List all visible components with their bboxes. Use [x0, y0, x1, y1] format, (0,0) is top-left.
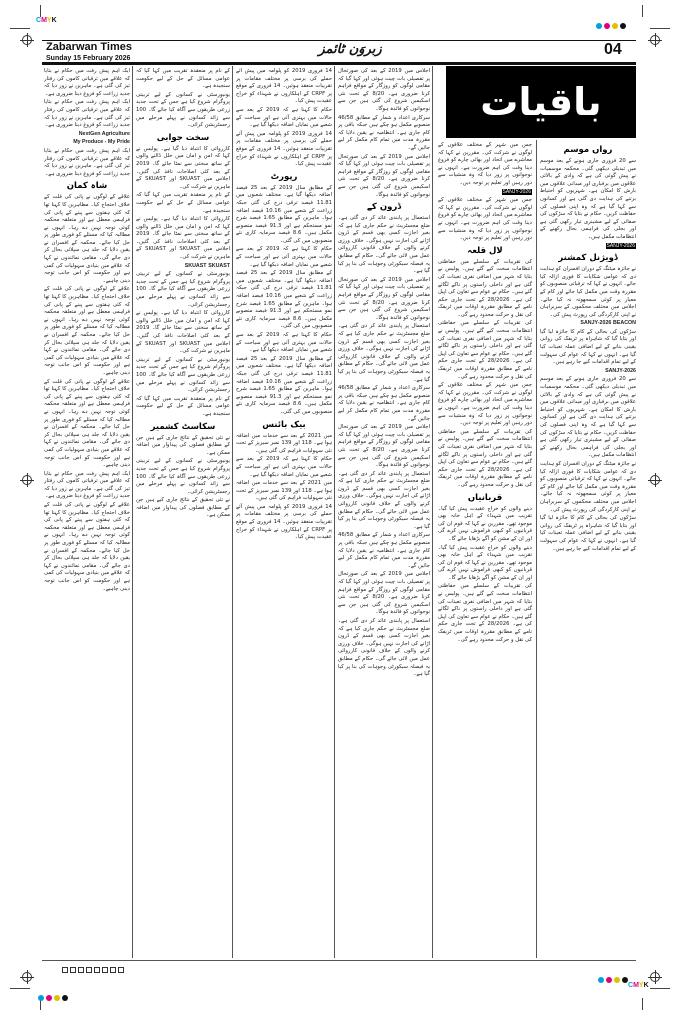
article-text: علاقے کے لوگوں نے پانی کی قلت کے خلاف احتجاج کیا۔ مظاہرین کا کہنا تھا کہ کئی ہفتوں سے پینے کے پانی کی فراہمی معطل ہے اور متعلقہ محکمہ کوئی توجہ نہیں دے رہا۔ انہوں نے مطالبہ کیا کہ مسئلے کو فوری طور پر حل کیا جائے۔ محکمہ کے افسران نے یقین دلایا کہ جلد ہی سپلائی بحال کر دی جائے گی۔ مقامی نمائندوں نے کہا کہ علاقے میں بنیادی سہولیات کی کمی ہے اور حکومت کو اس جانب توجہ دینی چاہیے۔ [44, 502, 130, 592]
crop-mark [650, 988, 670, 989]
headline-report: رپورٹ [270, 171, 298, 182]
article-text: استعمال پر پابندی عائد کر دی گئی ہے۔ ضلع مجسٹریٹ نے حکم جاری کیا ہے کہ بغیر اجازت کسی بھی قسم کے ڈرون اڑانے کی اجازت نہیں ہوگی۔ خلاف ورزی کرنے والوں کے خلاف قانونی کارروائی عمل میں لائی جائے گی۔ حکام کے مطابق یہ فیصلہ سیکورٹی وجوہات کی بنا پر کیا گیا ہے۔ [338, 617, 430, 678]
headline-drone: ڈرون کے [366, 202, 402, 213]
article-text: ایک اہم پیش رفت میں حکام نے بتایا کہ علاقے میں ترقیاتی کاموں کی رفتار تیز کی گئی ہے۔ ماہرین نے زور دیا کہ جدید زراعت کو فروغ دینا ضروری ہے۔ [44, 99, 130, 129]
article-text: استعمال پر پابندی عائد کر دی گئی ہے۔ ضلع مجسٹریٹ نے حکم جاری کیا ہے کہ بغیر اجازت کسی بھی قسم کے ڈرون اڑانے کی اجازت نہیں ہوگی۔ خلاف ورزی کرنے والوں کے خلاف قانونی کارروائی عمل میں لائی جائے گی۔ حکام کے مطابق یہ فیصلہ سیکورٹی وجوہات کی بنا پر کیا گیا ہے۔ [338, 215, 430, 275]
article-text: کے مطابق سال 2019 کے بعد 25 فیصد اضافہ دیکھا گیا ہے۔ مختلف شعبوں میں 11.81 فیصد ترقی درج کی گئی جبکہ زراعت کے شعبے میں 10.16 فیصد اضافہ ہوا۔ ماہرین کے مطابق 1.65 فیصد شرح نمو مستحکم ہے اور 91.3 فیصد منصوبے مکمل ہیں۔ 8.6 فیصد سرمایہ کاری نئے منصوبوں میں کی گئی۔ [236, 184, 332, 244]
article-text: یونیورسٹی نے کسانوں کے لیے تربیتی پروگرام شروع کیا ہے جس کے تحت جدید زرعی طریقوں سے آگاہ کیا جائے گا۔ 100 سے زائد کسانوں نے پہلے مرحلے میں رجسٹریشن کرائی۔ [136, 91, 230, 129]
column-6 [44, 68, 130, 958]
article-text: ایک اہم پیش رفت میں حکام نے بتایا کہ علاقے میں ترقیاتی کاموں کی رفتار تیز کی گئی ہے۔ ماہرین نے زور دیا کہ جدید زراعت کو فروغ دینا ضروری ہے۔ [44, 68, 130, 97]
crop-mark [650, 28, 670, 29]
article-text: سے 20 فروری جاری ہونے کے بعد موسم میں تبدیلی دیکھی گئی۔ محکمہ موسمیات نے پیش گوئی کی ہے کہ وادی کے بالائی علاقوں میں برفباری اور میدانی علاقوں میں بارش کا امکان ہے۔ شہریوں کو احتیاط برتنے کی ہدایت دی گئی ہے اور کسانوں سے کہا گیا ہے کہ وہ اپنی فصلوں کی حفاظت کریں۔ حکام نے بتایا کہ سڑکوں کی صفائی کے لیے مشینری تیار رکھی گئی ہے اور بجلی کی فراہمی بحال رکھنے کے انتظامات مکمل ہیں۔ [540, 376, 636, 459]
article-text: یونیورسٹی نے کسانوں کے لیے تربیتی پروگرام شروع کیا ہے جس کے تحت جدید زرعی طریقوں سے آگاہ کیا جائے گا۔ 100 سے زائد کسانوں نے پہلے مرحلے میں رجسٹریشن کرائی۔ [136, 271, 230, 308]
article-text: کے نام پر منعقدہ تقریب میں کہا گیا کہ عوامی مسائل کے حل کے لیے حکومت سنجیدہ ہے۔ [136, 395, 230, 417]
article-text: کی تقریبات کے سلسلے میں حفاظتی انتظامات سخت کیے گئے ہیں۔ پولیس نے بتایا کہ شہر میں اضافی نفری تعینات کی گئی ہے اور داخلی راستوں پر ناکے لگائے گئے ہیں۔ حکام نے عوام سے تعاون کی اپیل کی ہے۔ 28/2026 کے تحت جاری حکم نامے کے مطابق مقررہ اوقات میں ٹریفک کی نقل و حرکت محدود رہے گی۔ [438, 258, 532, 318]
article-text: سرکاری اعداد و شمار کے مطابق 46/58 منصوبے مکمل ہو چکے ہیں جبکہ باقی پر کام جاری ہے۔ انتظامیہ نے یقین دلایا کہ مقررہ مدت میں تمام کام مکمل کر لیے جائیں گے۔ [338, 385, 430, 422]
article-text: 14 فروری 2019 کو پلوامہ میں پیش آئے حملے کی برسی پر مختلف مقامات پر تقریبات منعقد ہوئیں۔ 14 فروری کے موقع پر CRPF کے اہلکاروں نے شہداء کو خراج عقیدت پیش کیا۔ [236, 68, 332, 105]
article-text: ایک اہم پیش رفت میں حکام نے بتایا کہ علاقے میں ترقیاتی کاموں کی رفتار تیز کی گئی ہے۔ ماہرین نے زور دیا کہ جدید زراعت کو فروغ دینا ضروری ہے۔ [44, 470, 130, 500]
column-divider [536, 140, 537, 958]
article-text: نے جائزہ میٹنگ کے دوران افسران کو ہدایت دی کہ عوامی شکایات کا فوری ازالہ کیا جائے۔ انہوں نے کہا کہ ترقیاتی منصوبوں کو مقررہ وقت میں مکمل کیا جائے اور کام کے معیار پر کوئی سمجھوتہ نہ کیا جائے۔ اجلاس میں مختلف محکموں کے سربراہان نے اپنی کارکردگی کی رپورٹ پیش کی۔ [540, 266, 636, 318]
article-text: کی تقریبات کے سلسلے میں حفاظتی انتظامات سخت کیے گئے ہیں۔ پولیس نے بتایا کہ شہر میں اضافی نفری تعینات کی گئی ہے اور داخلی راستوں پر ناکے لگائے گئے ہیں۔ حکام نے عوام سے تعاون کی اپیل کی ہے۔ 28/2026 کے تحت جاری حکم نامے کے مطابق مقررہ اوقات میں ٹریفک کی نقل و حرکت محدود رہے گی۔ [438, 428, 532, 488]
cmyk-label-top: CMYK [36, 17, 57, 24]
registration-mark-bottom-right [650, 972, 660, 982]
column-divider [334, 66, 335, 958]
header-rule [42, 62, 636, 65]
article-text: جس میں شہر کے مختلف علاقوں کے لوگوں نے شرکت کی۔ مقررین نے کہا کہ معاشرے میں اتحاد اور بھائی چارے کو فروغ دینا وقت کی اہم ضرورت ہے۔ انہوں نے نوجوانوں پر زور دیا کہ وہ منشیات سے دور رہیں اور تعلیم پر توجہ دیں۔ [438, 197, 532, 242]
registration-mark-top-right [650, 35, 660, 45]
page-number: 04 [604, 41, 622, 58]
headline-divisional-commissioner: ڈویژنل کمشنر [558, 253, 618, 264]
article-text: کارروائی کا انتباہ دیا گیا ہے۔ پولیس نے کہا کہ امن و امان میں خلل ڈالنے والوں کے ساتھ سختی سے نمٹا جائے گا۔ 2019 کے بعد کئی اصلاحات نافذ کی گئیں۔ اجلاس میں SKUAST اور SKUAST کے ماہرین نے شرکت کی۔ [136, 310, 230, 355]
tag-label: NextGen Agriculture [78, 130, 130, 137]
article-text: نے نئی تحقیق کے نتائج جاری کیے ہیں جن کے مطابق فصلوں کی پیداوار میں اضافہ ممکن ہے۔ [136, 497, 230, 519]
color-bar-bottom-right [598, 968, 630, 987]
column-5 [136, 68, 230, 958]
headline-skuast-kashmir: سکاسٹ کشمیر [150, 421, 216, 432]
color-bar-bottom-left [38, 986, 70, 1005]
article-text: اجلاس میں 2019 کے بعد کی صورتحال پر تفصیلی بات چیت ہوئی اور کہا گیا کہ مقامی لوگوں کو روزگار کے مواقع فراہم کرنا ضروری ہے۔ 8/20 کے تحت نئی اسکیمیں شروع کی گئی ہیں جن سے نوجوانوں کو فائدہ ہوگا۔ [338, 424, 430, 469]
article-text: سڑکوں کی بحالی کے کام کا جائزہ لیا گیا اور بتایا گیا کہ شاہراہ پر ٹریفک کی روانی یقینی بنانے کے لیے اضافی عملہ تعینات کیا گیا ہے۔ انہوں نے کہا کہ عوام کی سہولت کے لیے تمام اقدامات کیے جا رہے ہیں۔ [540, 328, 636, 366]
article-text: نے جائزہ میٹنگ کے دوران افسران کو ہدایت دی کہ عوامی شکایات کا فوری ازالہ کیا جائے۔ انہوں نے کہا کہ ترقیاتی منصوبوں کو مقررہ وقت میں مکمل کیا جائے اور کام کے معیار پر کوئی سمجھوتہ نہ کیا جائے۔ اجلاس میں مختلف محکموں کے سربراہان نے اپنی کارکردگی کی رپورٹ پیش کی۔ [540, 460, 636, 513]
article-text: کارروائی کا انتباہ دیا گیا ہے۔ پولیس نے کہا کہ امن و امان میں خلل ڈالنے والوں کے ساتھ سختی سے نمٹا جائے گا۔ 2019 کے بعد کئی اصلاحات نافذ کی گئیں۔ اجلاس میں SKUAST اور SKUAST کے ماہرین نے شرکت کی۔ [136, 145, 230, 190]
registration-mark-left [22, 475, 32, 485]
article-text: سے 20 فروری جاری ہونے کے بعد موسم میں تبدیلی دیکھی گئی۔ محکمہ موسمیات نے پیش گوئی کی ہے کہ وادی کے بالائی علاقوں میں برفباری اور میدانی علاقوں میں بارش کا امکان ہے۔ شہریوں کو احتیاط برتنے کی ہدایت دی گئی ہے اور کسانوں سے کہا گیا ہے کہ وہ اپنی فصلوں کی حفاظت کریں۔ حکام نے بتایا کہ سڑکوں کی صفائی کے لیے مشینری تیار رکھی گئی ہے اور بجلی کی فراہمی بحال رکھنے کے انتظامات مکمل ہیں۔ [540, 158, 636, 240]
article-text: سرکاری اعداد و شمار کے مطابق 46/58 منصوبے مکمل ہو چکے ہیں جبکہ باقی پر کام جاری ہے۔ انتظامیہ نے یقین دلایا کہ مقررہ مدت میں تمام کام مکمل کر لیے جائیں گے۔ [338, 114, 430, 151]
tag-label: SKUAST [208, 262, 230, 269]
headline-rawan-mausam: رواں موسم [563, 145, 613, 155]
article-text: اجلاس میں 2019 کے بعد کی صورتحال پر تفصیلی بات چیت ہوئی اور کہا گیا کہ مقامی لوگوں کو روزگار کے مواقع فراہم کرنا ضروری ہے۔ 8/20 کے تحت نئی اسکیمیں شروع کی گئی ہیں جن سے نوجوانوں کو فائدہ ہوگا۔ [338, 68, 430, 112]
section-title: باقیات [446, 66, 636, 138]
article-text: 14 فروری 2019 کو پلوامہ میں پیش آئے حملے کی برسی پر مختلف مقامات پر تقریبات منعقد ہوئیں۔ 14 فروری کے موقع پر CRPF کے اہلکاروں نے شہداء کو خراج عقیدت پیش کیا۔ [236, 503, 332, 541]
crop-mark [642, 998, 643, 1010]
article-text: کے مطابق سال 2019 کے بعد 25 فیصد اضافہ دیکھا گیا ہے۔ مختلف شعبوں میں 11.81 فیصد ترقی درج کی گئی جبکہ زراعت کے شعبے میں 10.16 فیصد اضافہ ہوا۔ ماہرین کے مطابق 1.65 فیصد شرح نمو مستحکم ہے اور 91.3 فیصد منصوبے مکمل ہیں۔ 8.6 فیصد سرمایہ کاری نئے منصوبوں میں کی گئی۔ [236, 355, 332, 415]
article-text: کے نام پر منعقدہ تقریب میں کہا گیا کہ عوامی مسائل کے حل کے لیے حکومت سنجیدہ ہے۔ [136, 192, 230, 214]
article-text: اجلاس میں 2019 کے بعد کی صورتحال پر تفصیلی بات چیت ہوئی اور کہا گیا کہ مقامی لوگوں کو روزگار کے مواقع فراہم کرنا ضروری ہے۔ 8/20 کے تحت نئی اسکیمیں شروع کی گئی ہیں جن سے نوجوانوں کو فائدہ ہوگا۔ [338, 571, 430, 616]
article-text: کی تقریبات کے سلسلے میں حفاظتی انتظامات سخت کیے گئے ہیں۔ پولیس نے بتایا کہ شہر میں اضافی نفری تعینات کی گئی ہے اور داخلی راستوں پر ناکے لگائے گئے ہیں۔ حکام نے عوام سے تعاون کی اپیل کی ہے۔ 28/2026 کے تحت جاری حکم نامے کے مطابق مقررہ اوقات میں ٹریفک کی نقل و حرکت محدود رہے گی۔ [438, 583, 532, 643]
headline-lal-qila: لال قلعہ [467, 245, 503, 256]
crop-mark [40, 5, 41, 17]
crop-mark [10, 988, 30, 989]
article-text: حکام کا کہنا ہے کہ 2019 کے بعد سے حالات میں بہتری آئی ہے اور سیاحت کے شعبے میں نمایاں اضافہ دیکھا گیا ہے۔ [236, 246, 332, 268]
article-text: کے مطابق سال 2019 کے بعد 25 فیصد اضافہ دیکھا گیا ہے۔ مختلف شعبوں میں 11.81 فیصد ترقی درج کی گئی جبکہ زراعت کے شعبے میں 10.16 فیصد اضافہ ہوا۔ ماہرین کے مطابق 1.65 فیصد شرح نمو مستحکم ہے اور 91.3 فیصد منصوبے مکمل ہیں۔ 8.6 فیصد سرمایہ کاری نئے منصوبوں میں کی گئی۔ [236, 270, 332, 330]
tag-label: SANJY-2026 [580, 320, 612, 327]
column-3 [338, 68, 430, 958]
masthead-title-en: Zabarwan Times [46, 41, 132, 53]
article-text: سرکاری اعداد و شمار کے مطابق 46/58 منصوبے مکمل ہو چکے ہیں جبکہ باقی پر کام جاری ہے۔ انتظامیہ نے یقین دلایا کہ مقررہ مدت میں تمام کام مکمل کر لیے جائیں گے۔ [338, 532, 430, 569]
column-2 [438, 142, 532, 958]
article-text: سڑکوں کی بحالی کے کام کا جائزہ لیا گیا اور بتایا گیا کہ شاہراہ پر ٹریفک کی روانی یقینی بنانے کے لیے اضافی عملہ تعینات کیا گیا ہے۔ انہوں نے کہا کہ عوام کی سہولت کے لیے تمام اقدامات کیے جا رہے ہیں۔ [540, 515, 636, 552]
article-text: دینے والوں کو خراج عقیدت پیش کیا گیا۔ تقریب میں شہداء کے اہل خانہ بھی موجود تھے۔ مقررین نے کہا کہ قوم ان کی قربانیوں کو کبھی فراموش نہیں کرے گی اور ان کے مشن کو آگے بڑھایا جائے گا۔ [438, 505, 532, 542]
article-text: جس میں شہر کے مختلف علاقوں کے لوگوں نے شرکت کی۔ مقررین نے کہا کہ معاشرے میں اتحاد اور بھائی چارے کو فروغ دینا وقت کی اہم ضرورت ہے۔ انہوں نے نوجوانوں پر زور دیا کہ وہ منشیات سے دور رہیں اور تعلیم پر توجہ دیں۔ [438, 142, 532, 186]
column-divider [232, 66, 233, 958]
tag-label: My Produce - My Pride [73, 139, 130, 146]
tag-label: SANJY-2026 [502, 188, 531, 195]
cmyk-label-bottom: CMYK [628, 982, 649, 989]
article-text: میں 2021 کے بعد سے خدمات میں اضافہ ہوا ہے۔ 118 اور 139 نمبر سیریز کے تحت نئی سہولیات فراہم کی گئی ہیں۔ [236, 480, 332, 502]
headline-sakht-jawabi: سخت جوابی [156, 132, 210, 143]
registration-mark-top-left [22, 35, 32, 45]
article-text: 14 فروری 2019 کو پلوامہ میں پیش آئے حملے کی برسی پر مختلف مقامات پر تقریبات منعقد ہوئیں۔ 14 فروری کے موقع پر CRPF کے اہلکاروں نے شہداء کو خراج عقیدت پیش کیا۔ [236, 130, 332, 168]
article-text: میں 2021 کے بعد سے خدمات میں اضافہ ہوا ہے۔ 118 اور 139 نمبر سیریز کے تحت نئی سہولیات فراہم کی گئی ہیں۔ [236, 432, 332, 454]
column-divider [432, 66, 433, 958]
color-bar-top [596, 14, 628, 33]
tag-label: SANJY-2026 [606, 242, 635, 249]
article-text: علاقے کے لوگوں نے پانی کی قلت کے خلاف احتجاج کیا۔ مظاہرین کا کہنا تھا کہ کئی ہفتوں سے پینے کے پانی کی فراہمی معطل ہے اور متعلقہ محکمہ کوئی توجہ نہیں دے رہا۔ انہوں نے مطالبہ کیا کہ مسئلے کو فوری طور پر حل کیا جائے۔ محکمہ کے افسران نے یقین دلایا کہ جلد ہی سپلائی بحال کر دی جائے گی۔ مقامی نمائندوں نے کہا کہ علاقے میں بنیادی سہولیات کی کمی ہے اور حکومت کو اس جانب توجہ دینی چاہیے۔ [44, 194, 130, 284]
article-text: نے نئی تحقیق کے نتائج جاری کیے ہیں جن کے مطابق فصلوں کی پیداوار میں اضافہ ممکن ہے۔ [136, 434, 230, 456]
article-text: دینے والوں کو خراج عقیدت پیش کیا گیا۔ تقریب میں شہداء کے اہل خانہ بھی موجود تھے۔ مقررین نے کہا کہ قوم ان کی قربانیوں کو کبھی فراموش نہیں کرے گی اور ان کے مشن کو آگے بڑھایا جائے گا۔ [438, 544, 532, 581]
registration-mark-right [650, 475, 660, 485]
crop-mark [642, 5, 643, 17]
article-text: استعمال پر پابندی عائد کر دی گئی ہے۔ ضلع مجسٹریٹ نے حکم جاری کیا ہے کہ بغیر اجازت کسی بھی قسم کے ڈرون اڑانے کی اجازت نہیں ہوگی۔ خلاف ورزی کرنے والوں کے خلاف قانونی کارروائی عمل میں لائی جائے گی۔ حکام کے مطابق یہ فیصلہ سیکورٹی وجوہات کی بنا پر کیا گیا ہے۔ [338, 470, 430, 530]
registration-mark-bottom-left [22, 972, 32, 982]
article-text: اجلاس میں 2019 کے بعد کی صورتحال پر تفصیلی بات چیت ہوئی اور کہا گیا کہ مقامی لوگوں کو روزگار کے مواقع فراہم کرنا ضروری ہے۔ 8/20 کے تحت نئی اسکیمیں شروع کی گئی ہیں جن سے نوجوانوں کو فائدہ ہوگا۔ [338, 276, 430, 321]
tag-label: BEACON [613, 320, 636, 327]
header-rule-thin [42, 40, 636, 41]
article-text: حکام کا کہنا ہے کہ 2019 کے بعد سے حالات میں بہتری آئی ہے اور سیاحت کے شعبے میں نمایاں اضافہ دیکھا گیا ہے۔ [236, 106, 332, 129]
article-text: کے نام پر منعقدہ تقریب میں کہا گیا کہ عوامی مسائل کے حل کے لیے حکومت سنجیدہ ہے۔ [136, 68, 230, 90]
bottom-rule [42, 960, 636, 961]
tag-label: SKUAST [184, 262, 207, 269]
masthead-date: Sunday 15 February 2026 [46, 55, 131, 62]
article-text: علاقے کے لوگوں نے پانی کی قلت کے خلاف احتجاج کیا۔ مظاہرین کا کہنا تھا کہ کئی ہفتوں سے پینے کے پانی کی فراہمی معطل ہے اور متعلقہ محکمہ کوئی توجہ نہیں دے رہا۔ انہوں نے مطالبہ کیا کہ مسئلے کو فوری طور پر حل کیا جائے۔ محکمہ کے افسران نے یقین دلایا کہ جلد ہی سپلائی بحال کر دی جائے گی۔ مقامی نمائندوں نے کہا کہ علاقے میں بنیادی سہولیات کی کمی ہے اور حکومت کو اس جانب توجہ دینی چاہیے۔ [44, 378, 130, 469]
article-text: یونیورسٹی نے کسانوں کے لیے تربیتی پروگرام شروع کیا ہے جس کے تحت جدید زرعی طریقوں سے آگاہ کیا جائے گا۔ 100 سے زائد کسانوں نے پہلے مرحلے میں رجسٹریشن کرائی۔ [136, 458, 230, 495]
article-text: کی تقریبات کے سلسلے میں حفاظتی انتظامات سخت کیے گئے ہیں۔ پولیس نے بتایا کہ شہر میں اضافی نفری تعینات کی گئی ہے اور داخلی راستوں پر ناکے لگائے گئے ہیں۔ حکام نے عوام سے تعاون کی اپیل کی ہے۔ 28/2026 کے تحت جاری حکم نامے کے مطابق مقررہ اوقات میں ٹریفک کی نقل و حرکت محدود رہے گی۔ [438, 320, 532, 380]
headline-qurbaniyan: قربانیاں [467, 492, 503, 503]
article-text: اجلاس میں 2019 کے بعد کی صورتحال پر تفصیلی بات چیت ہوئی اور کہا گیا کہ مقامی لوگوں کو روزگار کے مواقع فراہم کرنا ضروری ہے۔ 8/20 کے تحت نئی اسکیمیں شروع کی گئی ہیں جن سے نوجوانوں کو فائدہ ہوگا۔ [338, 153, 430, 198]
article-text: یونیورسٹی نے کسانوں کے لیے تربیتی پروگرام شروع کیا ہے جس کے تحت جدید زرعی طریقوں سے آگاہ کیا جائے گا۔ 100 سے زائد کسانوں نے پہلے مرحلے میں رجسٹریشن کرائی۔ [136, 356, 230, 394]
masthead-title-ur: زبروَن ٹائمز [318, 42, 382, 57]
column-1 [540, 142, 636, 958]
article-text: حکام کا کہنا ہے کہ 2019 کے بعد سے حالات میں بہتری آئی ہے اور سیاحت کے شعبے میں نمایاں اضافہ دیکھا گیا ہے۔ [236, 456, 332, 478]
column-4 [236, 68, 332, 958]
headline-shah-kaman: شاہ کمان [66, 181, 108, 192]
article-text: ایک اہم پیش رفت میں حکام نے بتایا کہ علاقے میں ترقیاتی کاموں کی رفتار تیز کی گئی ہے۔ ماہرین نے زور دیا کہ جدید زراعت کو فروغ دینا ضروری ہے۔ [44, 147, 130, 177]
article-text: کارروائی کا انتباہ دیا گیا ہے۔ پولیس نے کہا کہ امن و امان میں خلل ڈالنے والوں کے ساتھ سختی سے نمٹا جائے گا۔ 2019 کے بعد کئی اصلاحات نافذ کی گئیں۔ اجلاس میں SKUAST اور SKUAST کے ماہرین نے شرکت کی۔ [136, 216, 230, 261]
article-text: حکام کا کہنا ہے کہ 2019 کے بعد سے حالات میں بہتری آئی ہے اور سیاحت کے شعبے میں نمایاں اضافہ دیکھا گیا ہے۔ [236, 332, 332, 354]
article-text: علاقے کے لوگوں نے پانی کی قلت کے خلاف احتجاج کیا۔ مظاہرین کا کہنا تھا کہ کئی ہفتوں سے پینے کے پانی کی فراہمی معطل ہے اور متعلقہ محکمہ کوئی توجہ نہیں دے رہا۔ انہوں نے مطالبہ کیا کہ مسئلے کو فوری طور پر حل کیا جائے۔ محکمہ کے افسران نے یقین دلایا کہ جلد ہی سپلائی بحال کر دی جائے گی۔ مقامی نمائندوں نے کہا کہ علاقے میں بنیادی سہولیات کی کمی ہے اور حکومت کو اس جانب توجہ دینی چاہیے۔ [44, 286, 130, 376]
tag-label: SANJY-2026 [605, 367, 636, 374]
crop-mark [10, 28, 30, 29]
column-divider [132, 66, 133, 958]
article-text: استعمال پر پابندی عائد کر دی گئی ہے۔ ضلع مجسٹریٹ نے حکم جاری کیا ہے کہ بغیر اجازت کسی بھی قسم کے ڈرون اڑانے کی اجازت نہیں ہوگی۔ خلاف ورزی کرنے والوں کے خلاف قانونی کارروائی عمل میں لائی جائے گی۔ حکام کے مطابق یہ فیصلہ سیکورٹی وجوہات کی بنا پر کیا گیا ہے۔ [338, 323, 430, 383]
article-text: جس میں شہر کے مختلف علاقوں کے لوگوں نے شرکت کی۔ مقررین نے کہا کہ معاشرے میں اتحاد اور بھائی چارے کو فروغ دینا وقت کی اہم ضرورت ہے۔ انہوں نے نوجوانوں پر زور دیا کہ وہ منشیات سے دور رہیں اور تعلیم پر توجہ دیں۔ [438, 382, 532, 427]
headline-back-bounce: بیک بائنس [262, 419, 306, 430]
